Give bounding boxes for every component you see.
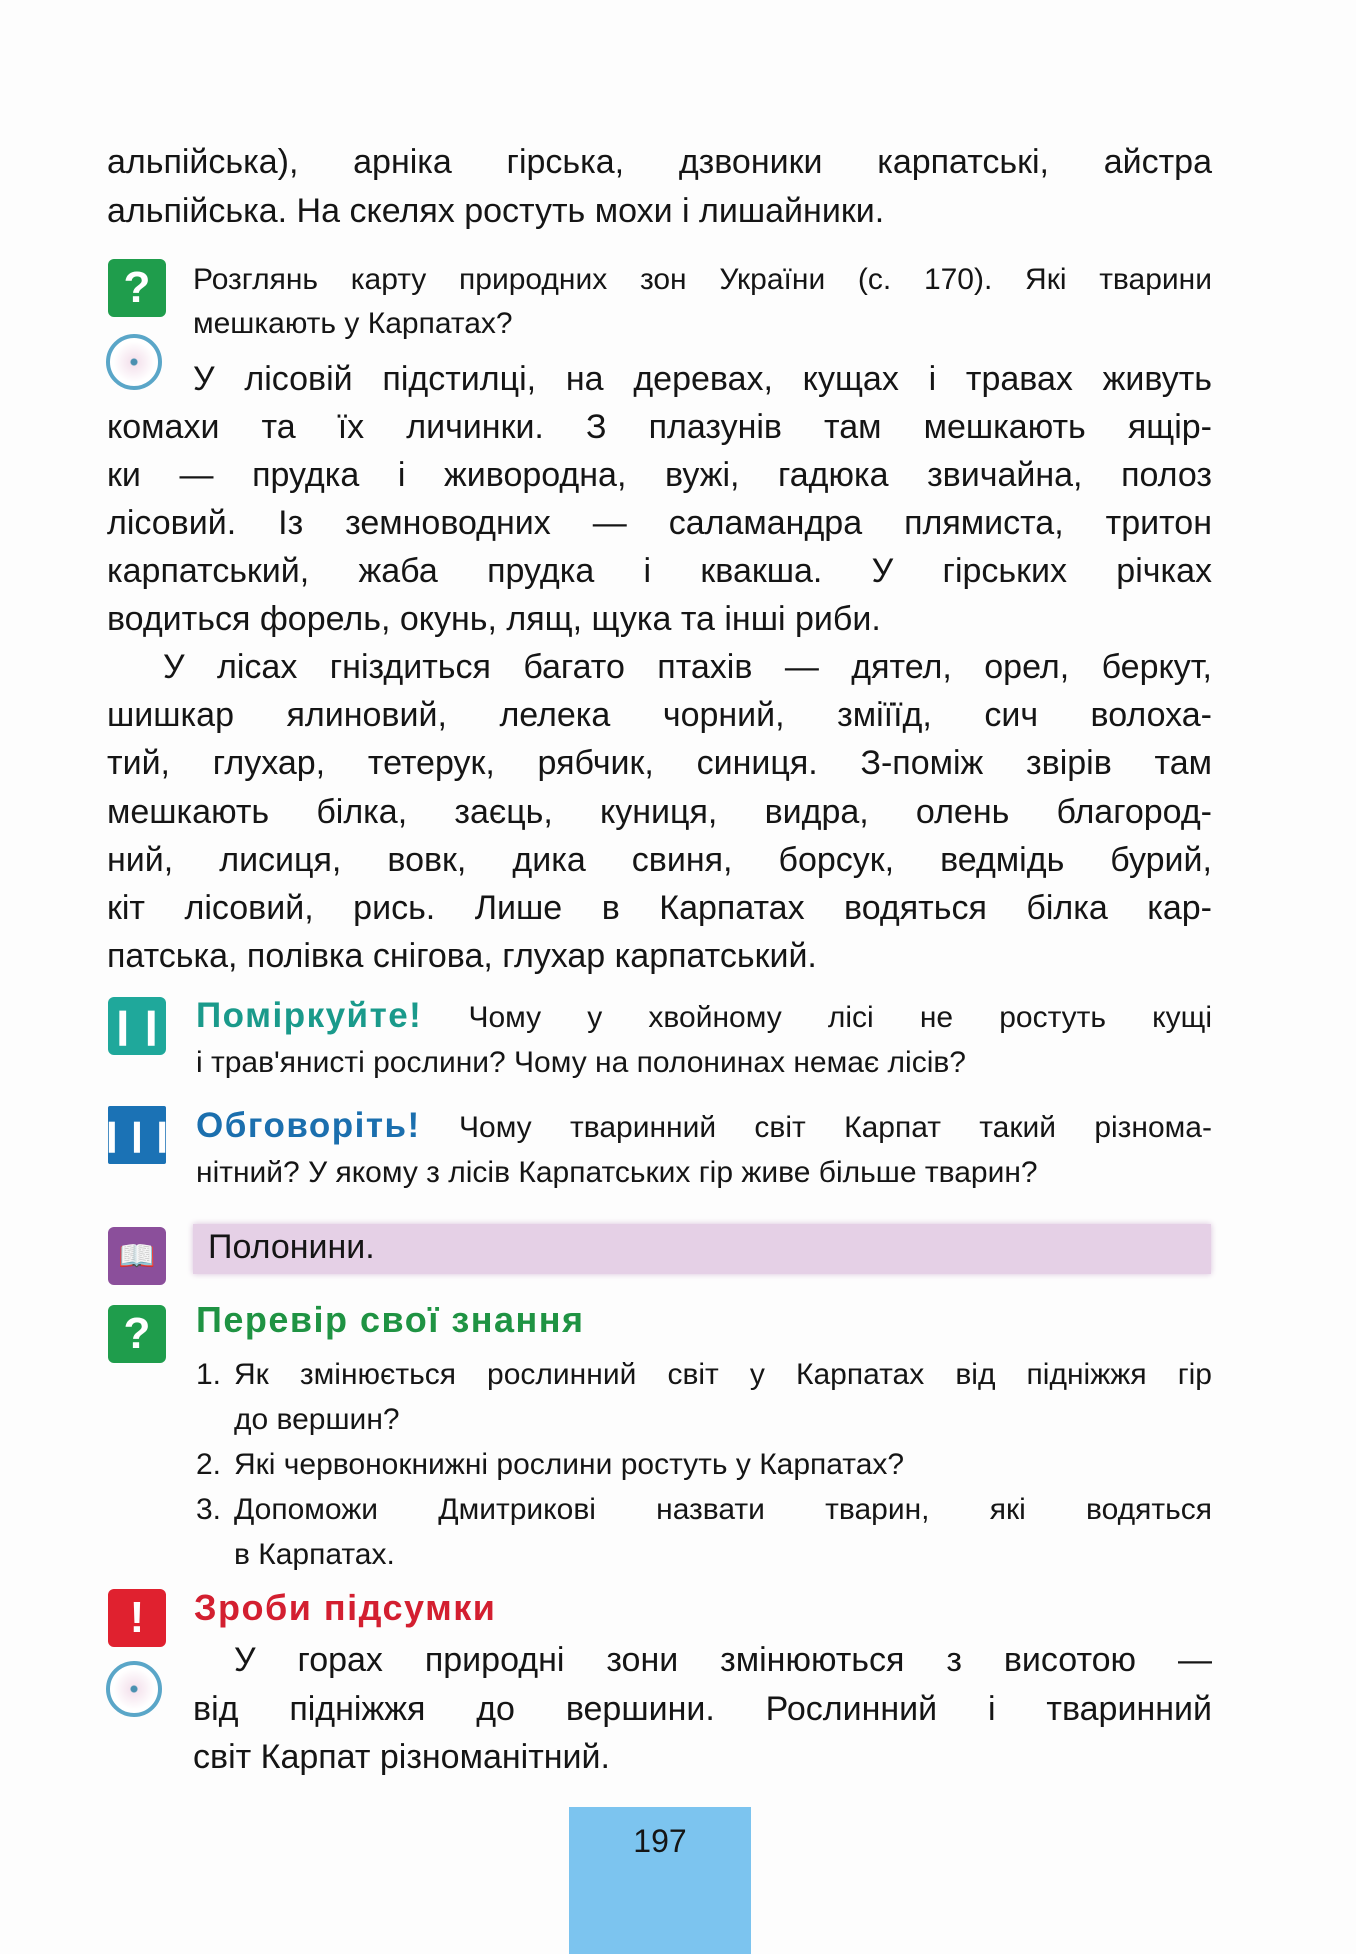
disc-icon [106,1661,162,1717]
text-line: нітний? У якому з лісів Карпатських гір живе більше тварин? [196,1156,1038,1189]
text-line: У горах природні зони змінюються з висотою — [234,1641,1212,1679]
summary-heading: Зроби підсумки [194,1587,497,1628]
text-line: тий, глухар, тетерук, рябчик, синиця. З-поміж звірів там [107,744,1212,783]
text-line: альпійська), арніка гірська, дзвоники карпатські, айстра [107,143,1212,181]
birds-paragraph [107,643,1212,980]
text-line: Розглянь карту природних зон України (с. 170). Які тварини [193,263,1212,296]
text-line: світ Карпат різноманітний. [193,1738,610,1776]
check-list [196,1352,1212,1577]
item-number: 1. [196,1358,222,1391]
item-number: 2. [196,1448,222,1481]
fauna-paragraph [107,355,1212,643]
think-block [196,993,1212,1085]
text-line: від підніжжя до вершини. Рослинний і тваринний [193,1689,1212,1728]
text-line: Чому у хвойному лісі не ростуть кущі [468,1001,1212,1034]
text-line: і трав'янисті рослини? Чому на полонинах немає лісів? [196,1046,966,1079]
think-heading: Поміркуйте! [196,996,423,1035]
glossary-bar [193,1224,1211,1274]
item-number: 3. [196,1493,222,1526]
text-line: У лісах гніздиться багато птахів — дятел, орел, беркут, [163,648,1212,686]
text-line: мешкають у Карпатах? [193,307,513,340]
page-number-box [569,1807,751,1954]
text-line: шишкар ялиновий, лелека чорний, зміїїд, сич волоха- [107,696,1212,735]
exclamation-icon: ! [108,1589,166,1647]
text-line: У лісовій підстилці, на деревах, кущах і травах живуть [193,360,1212,398]
text-line: до вершин? [234,1403,400,1436]
discuss-heading: Обговоріть! [196,1106,421,1145]
glossary-term: Полонини. [208,1228,375,1266]
text-line: Як змінюється рослинний світ у Карпатах від підніжжя гір [234,1358,1212,1391]
discuss-block [196,1103,1212,1195]
text-line: альпійська. На скелях ростуть мохи і лишайники. [107,192,885,230]
text-line: карпатський, жаба прудка і квакша. У гірських річках [107,552,1212,590]
list-item [196,1487,1212,1577]
text-line: лісовий. Із земноводних — саламандра плямиста, тритон [107,504,1212,542]
text-line: Допоможи Дмитрикові назвати тварин, які водяться [234,1493,1212,1526]
question-text [193,258,1212,346]
text-line: ний, лисиця, вовк, дика свиня, борсук, ведмідь бурий, [107,840,1212,879]
text-line: мешкають білка, заєць, куниця, видра, олень благород- [107,792,1212,831]
two-people-icon: ❙❙ [108,997,166,1055]
list-item [196,1352,1212,1442]
check-heading: Перевір свої знання [196,1299,585,1340]
book-icon: 📖 [108,1227,166,1285]
summary-paragraph [193,1636,1212,1782]
group-people-icon: ❙❙❙ [108,1106,166,1164]
text-line: комахи та їх личинки. З плазунів там мешкають ящір- [107,408,1212,446]
intro-paragraph [107,138,1212,236]
text-line: Чому тваринний світ Карпат такий різнома- [459,1111,1212,1144]
page-number: 197 [633,1823,687,1859]
question-icon: ? [108,259,166,317]
text-line: Які червонокнижні рослини ростуть у Карпатах? [234,1448,905,1481]
text-line: патська, полівка снігова, глухар карпатський. [107,937,817,976]
text-line: кіт лісовий, рись. Лише в Карпатах водяться білка кар- [107,889,1212,928]
question-icon: ? [108,1305,166,1363]
text-line: ки — прудка і живородна, вужі, гадюка звичайна, полоз [107,456,1212,494]
text-line: в Карпатах. [234,1538,395,1571]
text-line: водиться форель, окунь, лящ, щука та інші риби. [107,600,881,638]
list-item [196,1442,1212,1487]
